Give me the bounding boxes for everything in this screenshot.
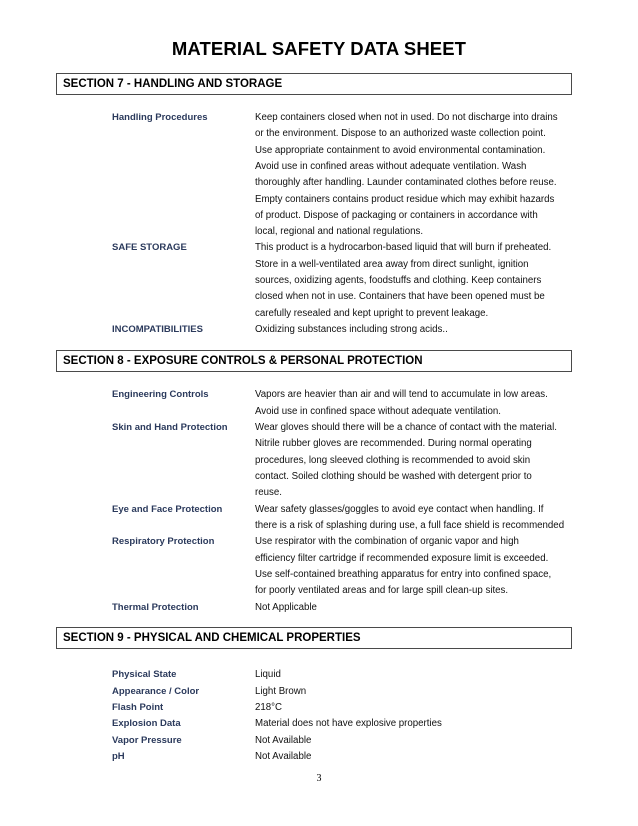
document-title: MATERIAL SAFETY DATA SHEET [171,38,467,59]
thermal-protection-line: Not Applicable [255,601,317,613]
respiratory-protection-label: Respiratory Protection [112,536,215,547]
safe-storage-line: This product is a hydrocarbon-based liquid that will burn if preheated. [255,242,552,253]
thermal-protection-label: Thermal Protection [112,601,199,613]
section-9-header: SECTION 9 - PHYSICAL AND CHEMICAL PROPERTIES [56,627,572,649]
skin-hand-protection-line: Wear gloves should there will be a chance of contact with the material. [255,422,557,433]
handling-procedures-line: Keep containers closed when not in used. Do not discharge into drains [255,112,558,123]
safe-storage-label: SAFE STORAGE [112,242,187,253]
physical-state-value: Liquid [255,669,281,680]
handling-procedures-line: local, regional and national regulations. [255,226,424,237]
ph-value: Not Available [255,751,312,762]
incompatibilities-line: Oxidizing substances including strong acids.. [255,324,448,335]
page-number: 3 [316,773,322,784]
explosion-data-value: Material does not have explosive properties [255,718,442,729]
vapor-pressure-label: Vapor Pressure [112,734,182,746]
physical-state-label: Physical State [112,669,177,680]
section-8-header: SECTION 8 - EXPOSURE CONTROLS & PERSONAL PROTECTION [56,350,572,372]
handling-procedures-line: or the environment. Dispose to an authorized waste collection point. [255,128,546,139]
respiratory-protection-line: efficiency filter cartridge if recommended exposure limit is exceeded. [255,552,549,564]
ph-label: pH [112,751,125,762]
safe-storage-line: Store in a well-ventilated area away from direct sunlight, ignition [255,258,529,270]
engineering-controls-line: Vapors are heavier than air and will tend to accumulate in low areas. [255,389,548,400]
handling-procedures-line: Use appropriate containment to avoid environmental contamination. [255,144,546,156]
skin-hand-protection-line: reuse. [255,487,282,498]
safe-storage-line: sources, oxidizing agents, foodstuffs and clothing. Keep containers [255,275,542,286]
eye-face-protection-line: Wear safety glasses/goggles to avoid eye contact when handling. If [255,503,544,515]
skin-hand-protection-label: Skin and Hand Protection [112,422,228,433]
eye-face-protection-line: there is a risk of splashing during use, a full face shield is recommended [255,520,565,531]
handling-procedures-line: thoroughly after handling. Launder contaminated clothes before reuse. [255,177,557,188]
handling-procedures-label: Handling Procedures [112,112,208,123]
eye-face-protection-label: Eye and Face Protection [112,503,223,515]
handling-procedures-line: Empty containers contains product residue which may exhibit hazards [255,193,555,205]
handling-procedures-line: of product. Dispose of packaging or containers in accordance with [255,210,538,221]
skin-hand-protection-line: procedures, long sleeved clothing is recommended to avoid skin [255,454,531,466]
skin-hand-protection-line: contact. Soiled clothing should be washed with detergent prior to [255,471,532,482]
vapor-pressure-value: Not Available [255,734,312,746]
handling-procedures-line: Avoid use in confined areas without adequate ventilation. Wash [255,161,527,172]
respiratory-protection-line: Use respirator with the combination of organic vapor and high [255,536,519,547]
flash-point-value: 218°C [255,702,283,713]
safe-storage-line: closed when not in use. Containers that have been opened must be [255,291,545,302]
section-7-header: SECTION 7 - HANDLING AND STORAGE [56,73,572,95]
appearance-color-label: Appearance / Color [112,685,200,697]
incompatibilities-label: INCOMPATIBILITIES [112,324,203,335]
safe-storage-line: carefully resealed and kept upright to prevent leakage. [255,307,489,319]
respiratory-protection-line: Use self-contained breathing apparatus for entry into confined space, [255,569,552,580]
flash-point-label: Flash Point [112,702,164,713]
engineering-controls-line: Avoid use in confined space without adequate ventilation. [255,405,501,417]
explosion-data-label: Explosion Data [112,718,181,729]
respiratory-protection-line: for poorly ventilated areas and for large spill clean-up sites. [255,585,509,596]
appearance-color-value: Light Brown [255,685,307,697]
engineering-controls-label: Engineering Controls [112,389,209,400]
skin-hand-protection-line: Nitrile rubber gloves are recommended. During normal operating [255,438,532,449]
